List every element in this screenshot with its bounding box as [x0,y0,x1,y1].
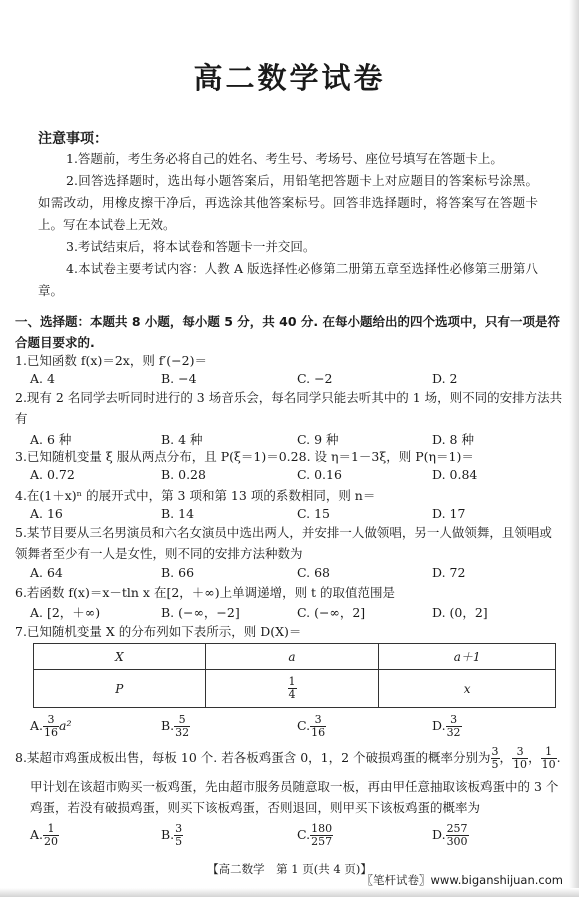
question-6-option-c: C. (−∞，2] [297,605,366,620]
question-5-stem: 5.某节目要从三名男演员和六名女演员中选出两人，并安排一人做领唱，另一人做领舞，且领唱或领舞者至少有一人是女性，则不同的安排方法种数为 [15,525,552,561]
question-5-option-d: D. 72 [432,565,466,580]
page-footer: 【高二数学 第 1 页(共 4 页)】 [207,862,372,876]
question-1-option-d: D. 2 [432,371,458,386]
question-7-options [30,714,530,740]
table-cell-a: a [205,644,379,670]
exam-title: 高二数学试卷 [193,61,386,95]
question-8-stem-rest: 甲计划在该超市购买一板鸡蛋，先由超市服务员随意取一板，再由甲任意抽取该板鸡蛋中的 3 个鸡蛋，若没有破损鸡蛋，则买下该板鸡蛋，否则退回，则甲买下该板鸡蛋的概率为 [30,779,559,815]
section-heading: 一、选择题：本题共 8 小题，每小题 5 分，共 40 分. 在每小题给出的四个选项中，只有一项是符合题目要求的. [15,314,561,350]
question-1-option-a: A. 4 [30,371,55,386]
question-3-option-b: B. 0.28 [161,467,206,482]
question-4-option-c: C. 15 [297,506,330,521]
watermark: 〖笔杆试卷〗www.biganshijuan.com [361,873,563,887]
question-8-option-a: A. $\frac{1}{20}$ [30,822,59,848]
notice-item-2: 2.回答选择题时，选出每小题答案后，用铅笔把答题卡上对应题目的答案标号涂黑。如需改动，用橡皮擦干净后，再选涂其他答案标号。回答非选择题时，将答案写在答题卡上。写在本试卷上无效。 [38,173,538,232]
question-4-option-a: A. 16 [30,506,63,521]
question-7-option-b: B. $\frac{5}{32}$ [161,713,190,739]
question-7-stem: 7.已知随机变量 X 的分布列如下表所示，则 D(X)＝ [15,624,302,639]
question-5-option-a: A. 64 [30,565,63,580]
question-6-stem: 6.若函数 f(x)＝x－tln x 在[2，＋∞)上单调递增，则 t 的取值范围是 [15,585,396,600]
question-2-stem: 2.现有 2 名同学去听同时进行的 3 场音乐会，每名同学只能去听其中的 1 场，则不同的安排方法共有 [15,390,563,426]
question-6-options [30,603,530,623]
question-3-option-d: D. 0.84 [432,467,478,482]
question-1-option-c: C. −2 [297,371,333,386]
question-5-option-b: B. 66 [161,565,195,580]
question-2-option-b: B. 4 种 [161,432,203,447]
table-cell-p-a-plus-1: x [379,670,556,708]
prob-2: $\frac{1}{10}$ [541,745,556,771]
table-cell-x-label: X [34,644,206,670]
question-8-stem-line1: 8.某超市鸡蛋成板出售，每板 10 个. 若各板鸡蛋含 0，1，2 个破损鸡蛋的概率分别为 $\frac{3}{5}$ ， $\frac{3}{10}$ ， $\frac{1}{10}$ . [15,745,561,771]
notice-item-4: 4.本试卷主要考试内容：人教 A 版选择性必修第二册第五章至选择性必修第三册第八章。 [38,261,538,298]
question-2-option-c: C. 9 种 [297,432,339,447]
question-2-option-a: A. 6 种 [30,432,72,447]
table-cell-p-a [205,670,379,708]
question-1-stem: 1.已知函数 f(x)＝2x，则 f′(−2)＝ [15,353,207,368]
prob-0: $\frac{3}{5}$ [491,745,499,771]
page-bottom-shadow [0,888,579,897]
question-7-option-c: C. $\frac{3}{16}$ [297,713,326,739]
table-cell-p-label: P [34,670,206,708]
distribution-table [33,643,556,708]
page-edge-shadow [569,0,579,897]
question-3-stem: 3.已知随机变量 ξ 服从两点分布，且 P(ξ＝1)＝0.28. 设 η＝1－3ξ，则 P(η＝1)＝ [15,449,474,464]
notice-item-3: 3.考试结束后，将本试卷和答题卡一并交回。 [66,239,316,254]
question-3-option-a: A. 0.72 [30,467,75,482]
question-3-option-c: C. 0.16 [297,467,342,482]
prob-1: $\frac{3}{10}$ [513,745,528,771]
question-8-option-d: D. $\frac{257}{300}$ [432,822,468,848]
notice-item-1: 1.答题前，考生务必将自己的姓名、考生号、考场号、座位号填写在答题卡上。 [66,151,503,166]
fraction: $\frac{1}{4}$ [288,675,296,701]
question-4-option-b: B. 14 [161,506,195,521]
question-6-option-d: D. (0，2] [432,605,488,620]
table-cell-a-plus-1: a＋1 [379,644,556,670]
question-3-options [30,467,530,487]
question-7-option-a: A. $\frac{3}{16}$ a² [30,713,72,739]
question-8-option-c: C. $\frac{180}{257}$ [297,822,333,848]
question-4-stem: 4.在(1＋x)ⁿ 的展开式中，第 3 项和第 13 项的系数相同，则 n＝ [15,488,376,503]
question-8-options [30,823,530,853]
question-4-option-d: D. 17 [432,506,466,521]
notice-heading: 注意事项： [38,131,108,147]
question-6-option-a: A. [2，＋∞) [30,605,101,620]
question-1-option-b: B. −4 [161,371,197,386]
question-8-option-b: B. $\frac{3}{5}$ [161,822,183,848]
question-2-option-d: D. 8 种 [432,432,474,447]
question-5-option-c: C. 68 [297,565,330,580]
question-6-option-b: B. (−∞，−2] [161,605,240,620]
question-7-option-d: D. $\frac{3}{32}$ [432,713,461,739]
